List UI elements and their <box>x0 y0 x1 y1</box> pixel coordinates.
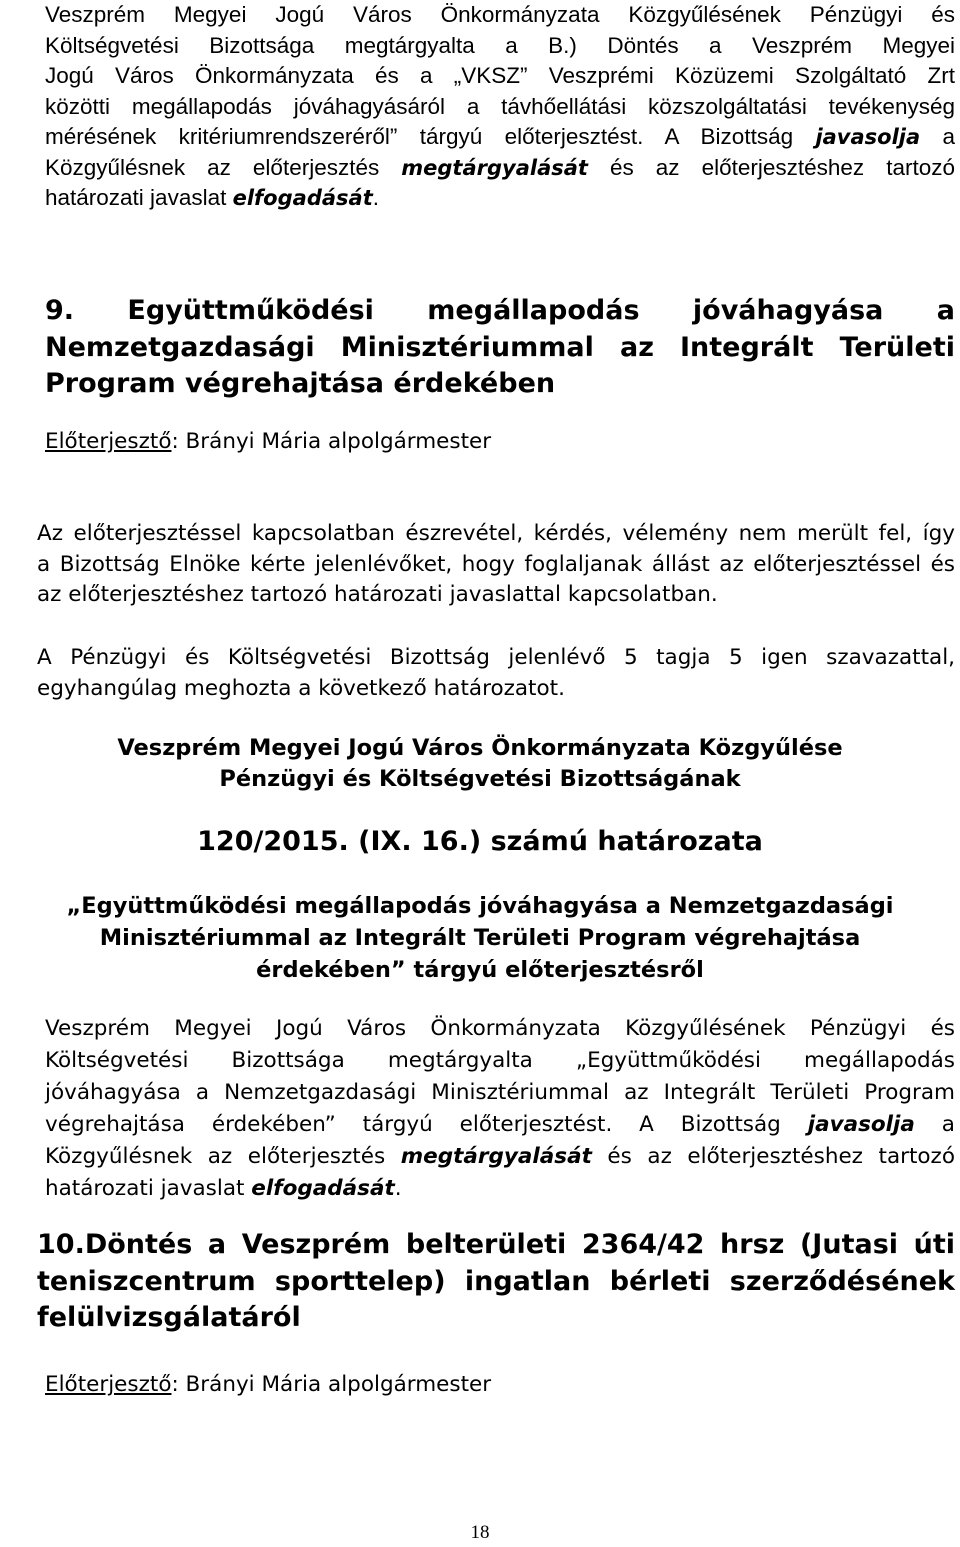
committee-name <box>0 733 960 795</box>
emphasis-discussion: megtárgyalását <box>401 155 588 180</box>
text-line: Az előterjesztéssel kapcsolatban észrevétel, kérdés, vélemény nem merült fel, így <box>37 521 955 546</box>
text-line: Költségvetési Bizottsága megtárgyalta a B.) Döntés a Veszprém Megyei <box>45 32 955 58</box>
heading-line: Program végrehajtása érdekében <box>45 368 556 399</box>
presenter-line <box>45 427 491 457</box>
section-9-heading <box>45 293 955 403</box>
text-fragment: és az előterjesztéshez tartozó <box>591 1144 955 1169</box>
text-line: Veszprém Megyei Jogú Város Önkormányzata Közgyűlésének Pénzügyi és <box>45 2 955 27</box>
heading-text: Együttműködési megállapodás jóváhagyása a <box>127 295 955 326</box>
previous-decision-paragraph <box>45 0 955 214</box>
resolution-title <box>0 890 960 986</box>
text-line: jóváhagyása a Nemzetgazdasági Minisztériummal az Integrált Területi Program <box>45 1080 955 1105</box>
resolution-number <box>0 824 960 860</box>
resolution-title-line: érdekében” tárgyú előterjesztésről <box>256 957 704 983</box>
text-fragment: mérésének kritériumrendszeréről” tárgyú előterjesztést. A Bizottság <box>45 124 794 149</box>
resolution-number-text: 120/2015. (IX. 16.) számú határozata <box>197 826 763 857</box>
text-fragment: Közgyűlésnek az előterjesztés <box>45 1144 401 1169</box>
resolution-title-line: „Együttműködési megállapodás jóváhagyása a Nemzetgazdasági <box>66 893 894 919</box>
committee-name-line: Veszprém Megyei Jogú Város Önkormányzata Közgyűlése <box>117 735 843 761</box>
heading-line <box>45 293 955 330</box>
text-line <box>45 1173 955 1205</box>
text-fragment: végrehajtása érdekében” tárgyú előterjesztést. A Bizottság <box>45 1112 781 1137</box>
text-line: Veszprém Megyei Jogú Város Önkormányzata Közgyűlésének Pénzügyi és <box>45 1016 955 1041</box>
presenter-label: Előterjesztő <box>45 1372 172 1397</box>
text-line <box>45 153 955 184</box>
committee-name-line: Pénzügyi és Költségvetési Bizottságának <box>219 766 741 792</box>
text-fragment: határozati javaslat <box>45 1176 252 1201</box>
text-line <box>45 122 955 153</box>
heading-line: teniszcentrum sporttelep) ingatlan bérleti szerződésének <box>37 1265 955 1297</box>
text-fragment: határozati javaslat <box>45 185 233 210</box>
text-line: az előterjesztéshez tartozó határozati javaslattal kapcsolatban. <box>37 582 718 607</box>
text-line: a Bizottság Elnöke kérte jelenlévőket, hogy foglaljanak állást az előterjesztéssel és <box>37 551 955 577</box>
text-line: A Pénzügyi és Költségvetési Bizottság jelenlévő 5 tagja 5 igen szavazattal, <box>37 645 955 670</box>
section-number: 10. <box>37 1229 85 1260</box>
emphasis-adoption: elfogadását <box>251 1176 395 1201</box>
text-fragment: a <box>914 1112 955 1137</box>
emphasis-adoption: elfogadását <box>232 186 373 210</box>
text-fragment: Közgyűlésnek az előterjesztés <box>45 154 402 180</box>
text-line <box>45 183 955 214</box>
heading-line: Nemzetgazdasági Minisztériummal az Integrált Területi <box>45 331 955 363</box>
resolution-title-line: Minisztériummal az Integrált Területi Program végrehajtása <box>99 925 861 951</box>
text-line <box>45 1141 955 1173</box>
heading-line: felülvizsgálatáról <box>37 1302 301 1333</box>
emphasis-recommends: javasolja <box>815 125 921 149</box>
presenter-name: : Brányi Mária alpolgármester <box>171 429 492 454</box>
section-number: 9. <box>45 295 75 326</box>
text-line: Költségvetési Bizottsága megtárgyalta „Együttműködési megállapodás <box>45 1048 955 1073</box>
text-fragment: a <box>920 124 955 149</box>
text-line: egyhangúlag meghozta a következő határozatot. <box>37 675 565 701</box>
text-line: Jogú Város Önkormányzata és a „VKSZ” Veszprémi Közüzemi Szolgáltató Zrt <box>45 63 955 88</box>
presenter-label: Előterjesztő <box>45 429 172 454</box>
discussion-paragraph <box>37 519 955 611</box>
text-fragment: és az előterjesztéshez tartozó <box>587 154 955 180</box>
presenter-name: : Brányi Mária alpolgármester <box>171 1372 492 1397</box>
page-number: 18 <box>470 1522 490 1543</box>
text-line: közötti megállapodás jóváhagyásáról a távhőellátási közszolgáltatási tevékenység <box>45 93 955 119</box>
heading-line <box>37 1227 955 1264</box>
decision-paragraph <box>45 1013 955 1205</box>
text-fragment: . <box>394 1176 402 1201</box>
heading-text: Döntés a Veszprém belterületi 2364/42 hrsz (Jutasi úti <box>84 1229 955 1260</box>
presenter-line <box>45 1370 491 1400</box>
text-fragment: . <box>372 185 379 210</box>
emphasis-recommends: javasolja <box>807 1112 915 1137</box>
text-line <box>45 1109 955 1141</box>
emphasis-discussion: megtárgyalását <box>400 1144 592 1169</box>
vote-paragraph <box>37 643 955 704</box>
section-10-heading <box>37 1227 955 1337</box>
